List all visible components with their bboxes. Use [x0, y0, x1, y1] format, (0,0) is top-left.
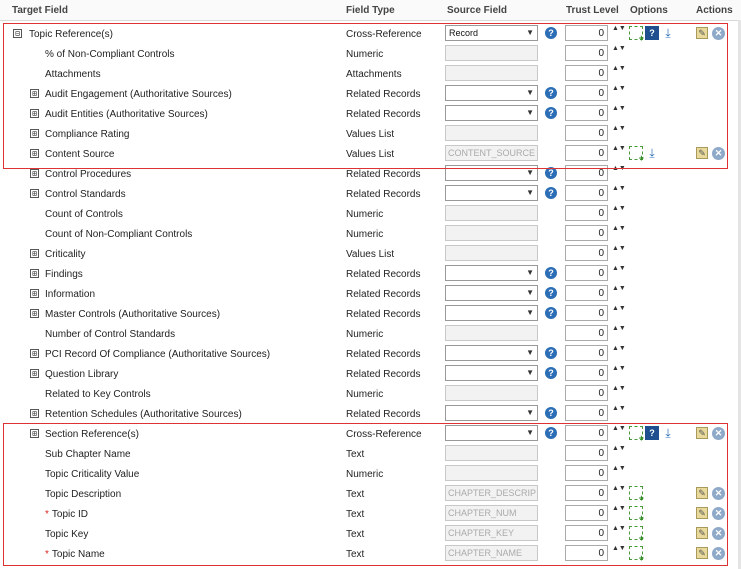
edit-icon[interactable]: ✎ [696, 547, 708, 559]
target-field-text: Count of Controls [45, 209, 123, 220]
table-row [0, 444, 741, 464]
edit-icon[interactable]: ✎ [696, 147, 708, 159]
trust-spinner-icon[interactable]: ▲▼ [612, 45, 626, 52]
target-field-text: Compliance Rating [45, 129, 130, 140]
source-field-value: Record [449, 28, 479, 38]
table-row [0, 204, 741, 224]
chevron-down-icon: ▼ [526, 188, 534, 197]
trust-level-input[interactable]: 0 [565, 285, 608, 301]
table-row [0, 404, 741, 424]
source-field-input[interactable] [445, 125, 538, 141]
table-row [0, 24, 741, 44]
table-row [0, 124, 741, 144]
field-type: Related Records [346, 169, 421, 180]
trust-level-input[interactable]: 0 [565, 445, 608, 461]
target-field-label [45, 489, 121, 500]
target-field-label [45, 329, 175, 340]
expand-icon[interactable]: ⊞ [30, 289, 39, 298]
source-field-input[interactable]: CONTENT_SOURCE [445, 145, 538, 161]
target-field-label [45, 529, 88, 540]
target-field-label [45, 129, 130, 140]
help-icon[interactable]: ? [545, 167, 557, 179]
expand-icon[interactable]: ⊞ [30, 129, 39, 138]
chevron-down-icon: ▼ [526, 408, 534, 417]
table-row [0, 504, 741, 524]
field-type: Cross-Reference [346, 29, 422, 40]
expand-icon[interactable]: ⊞ [30, 149, 39, 158]
target-field-label [45, 309, 220, 320]
source-field-input[interactable]: CHAPTER_DESCRIP [445, 485, 538, 501]
target-field-text: Retention Schedules (Authoritative Sources) [45, 409, 242, 420]
chevron-down-icon: ▼ [526, 308, 534, 317]
add-option-icon[interactable] [629, 26, 643, 40]
target-field-label [45, 549, 105, 560]
field-type: Values List [346, 149, 395, 160]
table-row [0, 424, 741, 444]
trust-spinner-icon[interactable]: ▲▼ [612, 265, 626, 272]
source-field-select[interactable] [445, 285, 538, 301]
target-field-text: % of Non-Compliant Controls [45, 49, 175, 60]
chevron-down-icon: ▼ [526, 108, 534, 117]
target-field-text: Information [45, 289, 96, 300]
chevron-down-icon: ▼ [526, 168, 534, 177]
target-field-label [45, 389, 151, 400]
table-row [0, 324, 741, 344]
source-field-input[interactable]: CHAPTER_NUM [445, 505, 538, 521]
trust-level-input[interactable]: 0 [565, 25, 608, 41]
trust-level-input[interactable]: 0 [565, 65, 608, 81]
target-field-label [45, 349, 270, 360]
trust-level-input[interactable]: 0 [565, 185, 608, 201]
delete-icon[interactable]: ✕ [712, 547, 725, 560]
table-row [0, 224, 741, 244]
source-field-select[interactable] [445, 305, 538, 321]
help-icon[interactable]: ? [545, 87, 557, 99]
field-type: Related Records [346, 289, 421, 300]
trust-spinner-icon[interactable]: ▲▼ [612, 385, 626, 392]
header-actions: Actions [696, 5, 733, 16]
target-field-text: Topic ID [51, 509, 89, 520]
delete-icon[interactable]: ✕ [712, 147, 725, 160]
source-field-input[interactable] [445, 205, 538, 221]
trust-spinner-icon[interactable]: ▲▼ [612, 505, 626, 512]
target-field-text: Question Library [45, 369, 119, 380]
field-type: Text [346, 489, 365, 500]
edit-icon[interactable]: ✎ [696, 427, 708, 439]
help-icon[interactable]: ? [545, 27, 557, 39]
trust-spinner-icon[interactable]: ▲▼ [612, 245, 626, 252]
target-field-text: Topic Description [45, 489, 122, 500]
help-icon[interactable]: ? [545, 347, 557, 359]
field-type: Related Records [346, 309, 421, 320]
source-field-select[interactable] [445, 25, 538, 41]
trust-level-input[interactable]: 0 [565, 265, 608, 281]
chevron-down-icon: ▼ [526, 348, 534, 357]
header-source-field: Source Field [447, 5, 508, 16]
source-field-select[interactable] [445, 405, 538, 421]
delete-icon[interactable]: ✕ [712, 487, 725, 500]
trust-spinner-icon[interactable]: ▲▼ [612, 205, 626, 212]
add-option-icon[interactable] [629, 426, 643, 440]
field-type: Numeric [346, 469, 384, 480]
target-field-label [45, 189, 126, 200]
trust-spinner-icon[interactable]: ▲▼ [612, 345, 626, 352]
field-type: Values List [346, 129, 395, 140]
field-type: Related Records [346, 189, 421, 200]
trust-spinner-icon[interactable]: ▲▼ [612, 165, 626, 172]
trust-level-input[interactable]: 0 [565, 145, 608, 161]
table-row [0, 164, 741, 184]
target-field-text: Number of Control Standards [45, 329, 176, 340]
delete-icon[interactable]: ✕ [712, 507, 725, 520]
expand-icon[interactable]: ⊞ [30, 89, 39, 98]
target-field-text: Section Reference(s) [45, 429, 139, 440]
field-type: Numeric [346, 329, 384, 340]
header-target-field: Target Field [12, 5, 68, 16]
source-field-select[interactable] [445, 85, 538, 101]
target-field-label [45, 409, 242, 420]
expand-icon[interactable]: ⊞ [30, 269, 39, 278]
field-type: Values List [346, 249, 395, 260]
chevron-down-icon: ▼ [526, 428, 534, 437]
trust-spinner-icon[interactable]: ▲▼ [612, 285, 626, 292]
target-field-text: Topic Criticality Value [45, 469, 140, 480]
trust-spinner-icon[interactable]: ▲▼ [612, 65, 626, 72]
required-icon: * [45, 509, 49, 520]
trust-level-input[interactable]: 0 [565, 105, 608, 121]
table-row [0, 384, 741, 404]
source-field-input[interactable] [445, 65, 538, 81]
target-field-label [45, 69, 101, 80]
table-header [0, 0, 741, 21]
trust-spinner-icon[interactable]: ▲▼ [612, 485, 626, 492]
expand-icon[interactable]: ⊞ [30, 409, 39, 418]
target-field-text: Audit Entities (Authoritative Sources) [45, 109, 208, 120]
target-field-text: PCI Record Of Compliance (Authoritative Sources) [45, 349, 271, 360]
table-row [0, 524, 741, 544]
target-field-label [45, 369, 118, 380]
trust-level-input[interactable]: 0 [565, 465, 608, 481]
field-type: Numeric [346, 209, 384, 220]
trust-spinner-icon[interactable]: ▲▼ [612, 225, 626, 232]
table-row [0, 484, 741, 504]
field-type: Numeric [346, 49, 384, 60]
field-type: Numeric [346, 389, 384, 400]
trust-spinner-icon[interactable]: ▲▼ [612, 465, 626, 472]
trust-level-input[interactable]: 0 [565, 85, 608, 101]
table-row [0, 364, 741, 384]
target-field-text: Topic Key [45, 529, 89, 540]
expand-icon[interactable]: ⊞ [30, 349, 39, 358]
field-type: Text [346, 449, 365, 460]
source-field-select[interactable] [445, 265, 538, 281]
table-row [0, 184, 741, 204]
help-icon[interactable]: ? [545, 187, 557, 199]
target-field-text: Topic Reference(s) [29, 29, 113, 40]
trust-spinner-icon[interactable]: ▲▼ [612, 445, 626, 452]
source-field-input[interactable] [445, 445, 538, 461]
target-field-label [45, 49, 175, 60]
table-row [0, 264, 741, 284]
help-icon[interactable]: ? [545, 287, 557, 299]
target-field-text: Related to Key Controls [45, 389, 151, 400]
edit-icon[interactable]: ✎ [696, 507, 708, 519]
trust-level-input[interactable]: 0 [565, 125, 608, 141]
edit-icon[interactable]: ✎ [696, 27, 708, 39]
add-option-icon[interactable] [629, 546, 643, 560]
trust-spinner-icon[interactable]: ▲▼ [612, 145, 626, 152]
table-row [0, 464, 741, 484]
source-field-select[interactable] [445, 425, 538, 441]
target-field-text: Attachments [45, 69, 101, 80]
chevron-down-icon: ▼ [526, 288, 534, 297]
target-field-label [45, 109, 208, 120]
help-icon[interactable]: ? [545, 367, 557, 379]
trust-level-input[interactable]: 0 [565, 545, 608, 561]
trust-level-input[interactable]: 0 [565, 165, 608, 181]
trust-spinner-icon[interactable]: ▲▼ [612, 305, 626, 312]
target-field-label [45, 249, 86, 260]
import-option-icon[interactable]: ⤓ [665, 26, 671, 40]
table-row [0, 304, 741, 324]
target-field-text: Count of Non-Compliant Controls [45, 229, 193, 240]
expand-icon[interactable]: ⊞ [30, 429, 39, 438]
table-row [0, 104, 741, 124]
trust-level-input[interactable]: 0 [565, 345, 608, 361]
delete-icon[interactable]: ✕ [712, 527, 725, 540]
target-field-label [45, 89, 232, 100]
table-row [0, 144, 741, 164]
source-field-input[interactable] [445, 45, 538, 61]
expand-icon[interactable]: ⊞ [30, 189, 39, 198]
target-field-text: Control Procedures [45, 169, 132, 180]
target-field-text: Master Controls (Authoritative Sources) [45, 309, 221, 320]
source-field-select[interactable] [445, 185, 538, 201]
trust-level-input[interactable]: 0 [565, 305, 608, 321]
target-field-text: Control Standards [45, 189, 126, 200]
source-field-select[interactable] [445, 365, 538, 381]
trust-spinner-icon[interactable]: ▲▼ [612, 85, 626, 92]
expand-icon[interactable]: ⊞ [30, 369, 39, 378]
edit-icon[interactable]: ✎ [696, 487, 708, 499]
target-field-text: Audit Engagement (Authoritative Sources) [45, 89, 232, 100]
header-trust-level: Trust Level [566, 5, 619, 16]
field-type: Text [346, 509, 365, 520]
target-field-label [45, 509, 88, 520]
source-field-input[interactable] [445, 465, 538, 481]
required-icon: * [45, 549, 49, 560]
target-field-text: Content Source [45, 149, 115, 160]
source-field-input[interactable] [445, 325, 538, 341]
trust-spinner-icon[interactable]: ▲▼ [612, 365, 626, 372]
field-type: Cross-Reference [346, 429, 422, 440]
add-option-icon[interactable] [629, 486, 643, 500]
trust-spinner-icon[interactable]: ▲▼ [612, 105, 626, 112]
help-icon[interactable]: ? [545, 427, 557, 439]
import-option-icon[interactable]: ⤓ [649, 146, 655, 160]
import-option-icon[interactable]: ⤓ [665, 426, 671, 440]
table-row [0, 64, 741, 84]
trust-spinner-icon[interactable]: ▲▼ [612, 405, 626, 412]
source-field-input[interactable]: CHAPTER_NAME [445, 545, 538, 561]
add-option-icon[interactable] [629, 526, 643, 540]
trust-level-input[interactable]: 0 [565, 365, 608, 381]
table-row [0, 84, 741, 104]
trust-level-input[interactable]: 0 [565, 385, 608, 401]
field-type: Related Records [346, 269, 421, 280]
add-option-icon[interactable] [629, 146, 643, 160]
edit-icon[interactable]: ✎ [696, 527, 708, 539]
header-field-type: Field Type [346, 5, 395, 16]
trust-spinner-icon[interactable]: ▲▼ [612, 125, 626, 132]
field-type: Numeric [346, 229, 384, 240]
map-option-icon[interactable]: ? [645, 26, 659, 40]
table-row [0, 284, 741, 304]
delete-icon[interactable]: ✕ [712, 427, 725, 440]
target-field-label [45, 429, 139, 440]
trust-spinner-icon[interactable]: ▲▼ [612, 425, 626, 432]
source-field-select[interactable] [445, 105, 538, 121]
target-field-text: Findings [45, 269, 83, 280]
target-field-label [45, 269, 83, 280]
map-option-icon[interactable]: ? [645, 426, 659, 440]
target-field-label [45, 209, 123, 220]
source-field-select[interactable] [445, 345, 538, 361]
table-row [0, 544, 741, 564]
target-field-label [45, 169, 131, 180]
trust-level-input[interactable]: 0 [565, 425, 608, 441]
expand-icon[interactable]: ⊞ [30, 309, 39, 318]
trust-level-input[interactable]: 0 [565, 405, 608, 421]
field-type: Attachments [346, 69, 402, 80]
field-type: Related Records [346, 89, 421, 100]
help-icon[interactable]: ? [545, 307, 557, 319]
table-row [0, 244, 741, 264]
trust-spinner-icon[interactable]: ▲▼ [612, 545, 626, 552]
source-field-select[interactable] [445, 165, 538, 181]
chevron-down-icon: ▼ [526, 368, 534, 377]
trust-level-input[interactable]: 0 [565, 485, 608, 501]
delete-icon[interactable]: ✕ [712, 27, 725, 40]
trust-level-input[interactable]: 0 [565, 45, 608, 61]
target-field-text: Sub Chapter Name [45, 449, 131, 460]
target-field-label [45, 229, 192, 240]
collapse-icon[interactable]: ⊟ [13, 29, 22, 38]
source-field-input[interactable] [445, 225, 538, 241]
header-options: Options [630, 5, 668, 16]
field-type: Related Records [346, 349, 421, 360]
help-icon[interactable]: ? [545, 107, 557, 119]
field-type: Text [346, 549, 365, 560]
trust-spinner-icon[interactable]: ▲▼ [612, 325, 626, 332]
field-type: Related Records [346, 109, 421, 120]
help-icon[interactable]: ? [545, 407, 557, 419]
expand-icon[interactable]: ⊞ [30, 249, 39, 258]
source-field-input[interactable]: CHAPTER_KEY [445, 525, 538, 541]
trust-level-input[interactable]: 0 [565, 205, 608, 221]
target-field-label [45, 149, 115, 160]
source-field-input[interactable] [445, 245, 538, 261]
field-type: Text [346, 529, 365, 540]
expand-icon[interactable]: ⊞ [30, 169, 39, 178]
trust-level-input[interactable]: 0 [565, 245, 608, 261]
add-option-icon[interactable] [629, 506, 643, 520]
chevron-down-icon: ▼ [526, 88, 534, 97]
help-icon[interactable]: ? [545, 267, 557, 279]
target-field-text: Criticality [45, 249, 86, 260]
trust-level-input[interactable]: 0 [565, 525, 608, 541]
trust-spinner-icon[interactable]: ▲▼ [612, 525, 626, 532]
field-type: Related Records [346, 369, 421, 380]
trust-level-input[interactable]: 0 [565, 505, 608, 521]
trust-spinner-icon[interactable]: ▲▼ [612, 25, 626, 32]
trust-level-input[interactable]: 0 [565, 325, 608, 341]
expand-icon[interactable]: ⊞ [30, 109, 39, 118]
chevron-down-icon: ▼ [526, 28, 534, 37]
target-field-label [45, 469, 139, 480]
trust-level-input[interactable]: 0 [565, 225, 608, 241]
target-field-label [45, 289, 95, 300]
trust-spinner-icon[interactable]: ▲▼ [612, 185, 626, 192]
table-row [0, 344, 741, 364]
table-row [0, 44, 741, 64]
field-type: Related Records [346, 409, 421, 420]
target-field-label [45, 449, 131, 460]
target-field-text: Topic Name [51, 549, 105, 560]
source-field-input[interactable] [445, 385, 538, 401]
chevron-down-icon: ▼ [526, 268, 534, 277]
target-field-label [29, 29, 113, 40]
